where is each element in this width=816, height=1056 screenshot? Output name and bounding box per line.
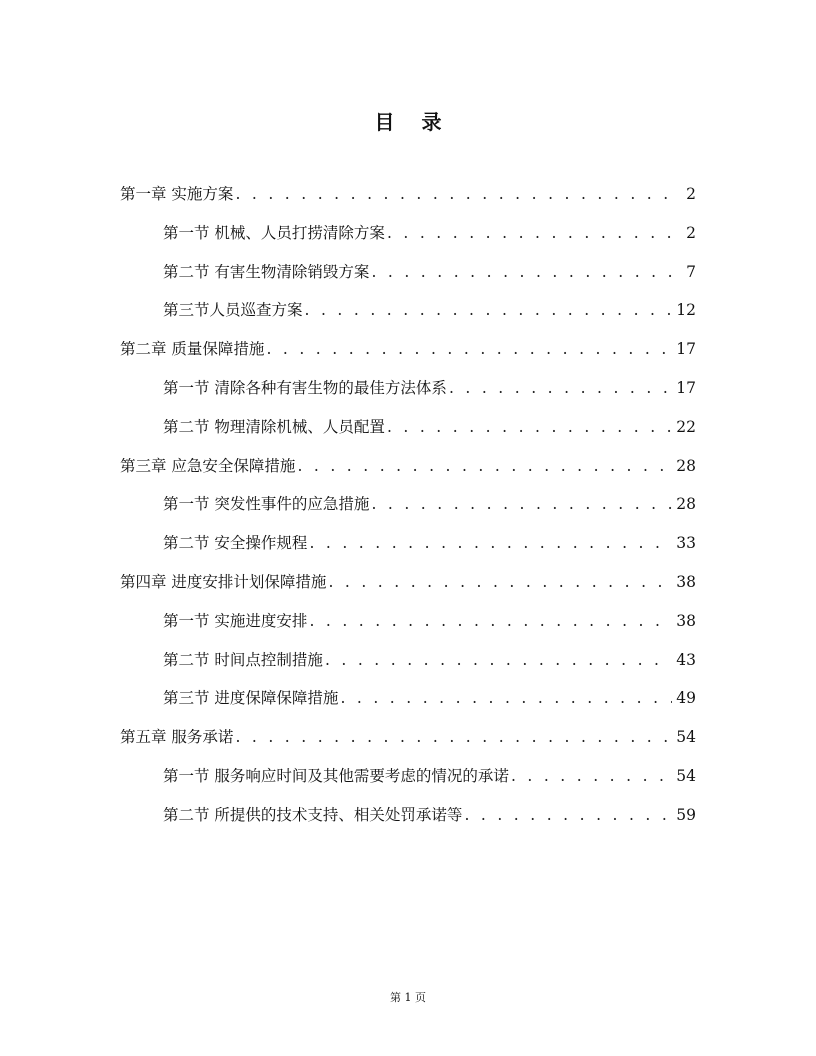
toc-dot-leader bbox=[297, 457, 672, 475]
toc-page-number: 12 bbox=[676, 301, 696, 320]
toc-entry-chapter-3[interactable] bbox=[120, 454, 696, 493]
toc-entry-label: 第二节 时间点控制措施 bbox=[163, 650, 323, 669]
toc-dot-leader bbox=[371, 495, 672, 513]
toc-entry-chapter-1[interactable] bbox=[120, 182, 696, 221]
toc-entry-label: 第三章 应急安全保障措施 bbox=[120, 456, 296, 475]
toc-entry-chapter-4[interactable] bbox=[120, 570, 696, 609]
toc-page-number: 33 bbox=[676, 534, 696, 553]
toc-page-number: 7 bbox=[686, 262, 696, 281]
toc-dot-leader bbox=[387, 418, 672, 436]
page-footer: 第 1 页 bbox=[390, 991, 426, 1004]
toc-entry-section-1-2[interactable] bbox=[120, 260, 696, 299]
toc-entry-label: 第二节 物理清除机械、人员配置 bbox=[163, 417, 385, 436]
toc-dot-leader bbox=[309, 612, 672, 630]
toc-dot-leader bbox=[325, 651, 672, 669]
toc-entry-section-3-2[interactable] bbox=[120, 531, 696, 570]
toc-page-number: 54 bbox=[676, 728, 696, 747]
toc-entry-label: 第三节 进度保障保障措施 bbox=[163, 689, 339, 708]
toc-entry-label: 第二节 安全操作规程 bbox=[163, 534, 308, 553]
toc-page-number: 59 bbox=[676, 805, 696, 824]
toc-dot-leader bbox=[340, 689, 672, 707]
toc-page-number: 28 bbox=[676, 456, 696, 475]
toc-dot-leader bbox=[328, 573, 672, 591]
toc-entry-label: 第一节 突发性事件的应急措施 bbox=[163, 495, 370, 514]
toc-entry-label: 第四章 进度安排计划保障措施 bbox=[120, 572, 327, 591]
toc-entry-label: 第二节 有害生物清除销毁方案 bbox=[163, 262, 370, 281]
toc-entry-chapter-2[interactable] bbox=[120, 337, 696, 376]
toc-entry-label: 第三节人员巡查方案 bbox=[163, 301, 303, 320]
toc-entry-label: 第二章 质量保障措施 bbox=[120, 340, 265, 359]
toc-dot-leader bbox=[266, 340, 672, 358]
toc-entry-section-3-1[interactable] bbox=[120, 492, 696, 531]
toc-dot-leader bbox=[305, 301, 672, 319]
toc-entry-label: 第一节 实施进度安排 bbox=[163, 611, 308, 630]
toc-dot-leader bbox=[235, 185, 672, 203]
table-of-contents bbox=[120, 182, 696, 842]
toc-dot-leader bbox=[309, 534, 672, 552]
toc-entry-section-1-1[interactable] bbox=[120, 221, 696, 260]
toc-page-number: 43 bbox=[676, 650, 696, 669]
toc-entry-label: 第一节 清除各种有害生物的最佳方法体系 bbox=[163, 378, 447, 397]
toc-dot-leader bbox=[235, 728, 672, 746]
page-title: 目 录 bbox=[374, 110, 452, 134]
toc-page-number: 28 bbox=[676, 495, 696, 514]
toc-dot-leader bbox=[511, 767, 672, 785]
toc-entry-label: 第一章 实施方案 bbox=[120, 185, 234, 203]
toc-entry-section-5-1[interactable] bbox=[120, 764, 696, 803]
toc-entry-section-4-2[interactable] bbox=[120, 648, 696, 687]
toc-page-number: 2 bbox=[686, 185, 696, 203]
toc-dot-leader bbox=[371, 263, 672, 281]
toc-page-number: 38 bbox=[676, 572, 696, 591]
toc-entry-section-4-3[interactable] bbox=[120, 686, 696, 725]
toc-dot-leader bbox=[387, 224, 672, 242]
toc-page-number: 54 bbox=[676, 766, 696, 785]
toc-entry-section-1-3[interactable] bbox=[120, 298, 696, 337]
toc-entry-section-2-1[interactable] bbox=[120, 376, 696, 415]
toc-entry-chapter-5[interactable] bbox=[120, 725, 696, 764]
toc-page-number: 17 bbox=[676, 378, 696, 397]
toc-entry-section-4-1[interactable] bbox=[120, 609, 696, 648]
toc-entry-section-5-2[interactable] bbox=[120, 803, 696, 842]
toc-dot-leader bbox=[449, 379, 672, 397]
toc-entry-label: 第一节 机械、人员打捞清除方案 bbox=[163, 223, 385, 242]
toc-page-number: 17 bbox=[676, 340, 696, 359]
toc-page-number: 49 bbox=[676, 689, 696, 708]
toc-entry-label: 第五章 服务承诺 bbox=[120, 728, 234, 747]
toc-entry-label: 第一节 服务响应时间及其他需要考虑的情况的承诺 bbox=[163, 766, 509, 785]
toc-page-number: 38 bbox=[676, 611, 696, 630]
toc-page-number: 22 bbox=[676, 417, 696, 436]
toc-entry-label: 第二节 所提供的技术支持、相关处罚承诺等 bbox=[163, 805, 463, 824]
toc-dot-leader bbox=[464, 806, 672, 824]
toc-entry-section-2-2[interactable] bbox=[120, 415, 696, 454]
toc-page-number: 2 bbox=[686, 223, 696, 242]
